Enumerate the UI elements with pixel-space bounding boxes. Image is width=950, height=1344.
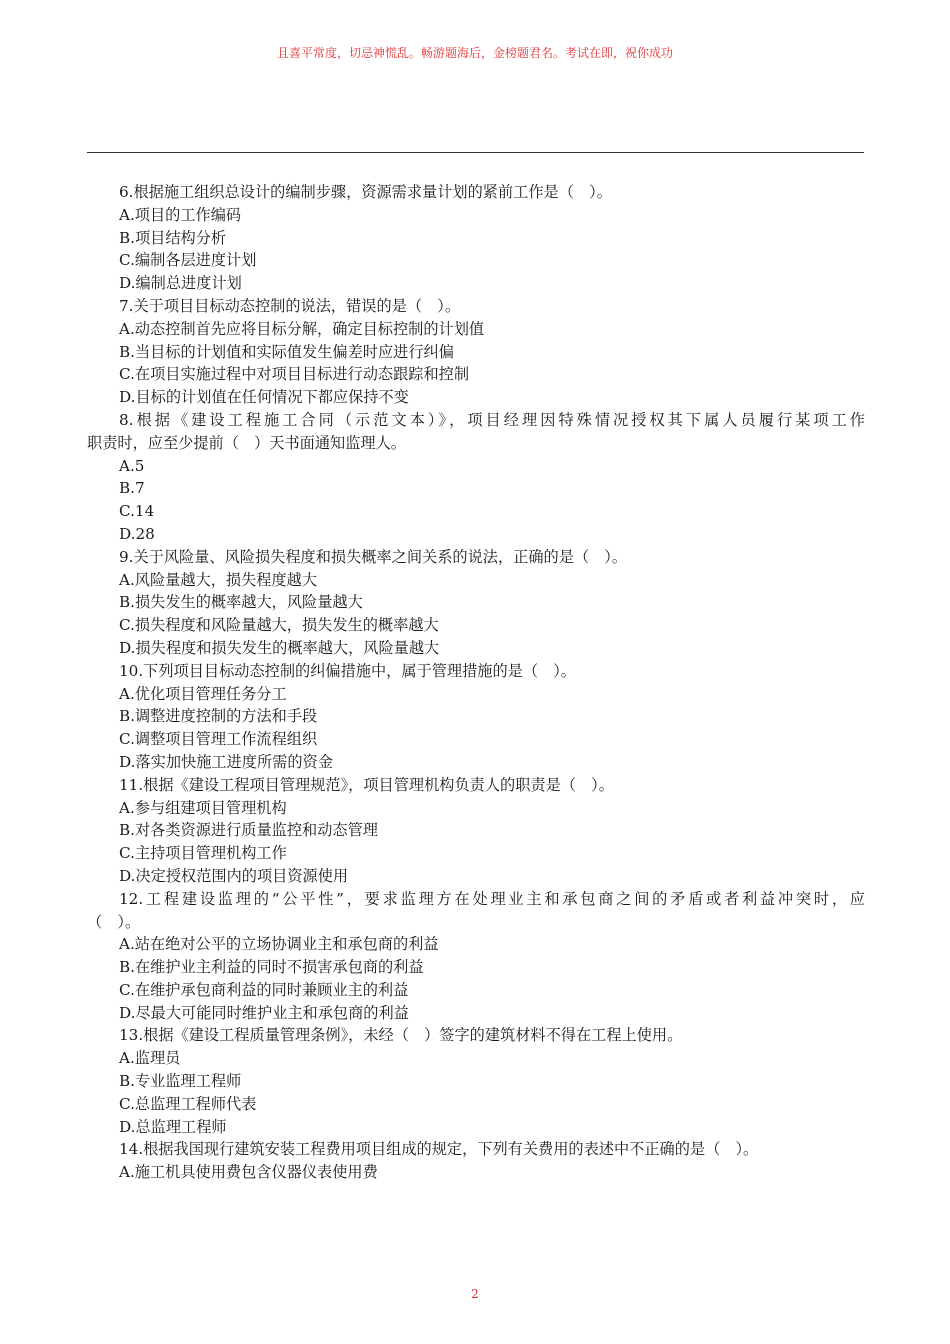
answer-option: B.当目标的计划值和实际值发生偏差时应进行纠偏 xyxy=(119,342,454,361)
answer-option: C.在维护承包商利益的同时兼顾业主的利益 xyxy=(119,980,409,999)
answer-option: C.总监理工程师代表 xyxy=(119,1094,257,1113)
answer-option: B.7 xyxy=(119,479,145,498)
answer-option: D.28 xyxy=(119,524,155,543)
answer-option: D.目标的计划值在任何情况下都应保持不变 xyxy=(119,388,409,407)
answer-option: A.参与组建项目管理机构 xyxy=(119,798,287,817)
answer-option: D.落实加快施工进度所需的资金 xyxy=(119,752,333,771)
answer-option: A.监理员 xyxy=(119,1049,181,1068)
answer-option: A.站在绝对公平的立场协调业主和承包商的利益 xyxy=(119,935,439,954)
answer-option: A.5 xyxy=(119,456,145,475)
answer-option: B.调整进度控制的方法和手段 xyxy=(119,707,318,726)
answer-option: A.项目的工作编码 xyxy=(119,205,242,224)
answer-option: B.对各类资源进行质量监控和动态管理 xyxy=(119,821,378,840)
answer-option: D.决定授权范围内的项目资源使用 xyxy=(119,866,349,885)
question-stem: 14.根据我国现行建筑安装工程费用项目组成的规定，下列有关费用的表述中不正确的是（ ）。 xyxy=(119,1140,759,1159)
answer-option: A.施工机具使用费包含仪器仪表使用费 xyxy=(119,1163,378,1182)
answer-option: D.总监理工程师 xyxy=(119,1117,227,1136)
question-stem-continuation: 职责时，应至少提前（ ）天书面通知监理人。 xyxy=(87,433,406,452)
question-stem: 7.关于项目目标动态控制的说法，错误的是（ ）。 xyxy=(119,296,461,315)
header-motto: 且喜平常度，切忌神慌乱。畅游题海后，金榜题君名。考试在即，祝你成功 xyxy=(276,46,673,60)
answer-option: A.动态控制首先应将目标分解，确定目标控制的计划值 xyxy=(119,319,485,338)
header-divider xyxy=(87,152,864,153)
answer-option: A.风险量越大，损失程度越大 xyxy=(119,570,318,589)
answer-option: C.损失程度和风险量越大，损失发生的概率越大 xyxy=(119,616,439,635)
answer-option: D.损失程度和损失发生的概率越大，风险量越大 xyxy=(119,638,440,657)
question-stem: 12.工程建设监理的“公平性”，要求监理方在处理业主和承包商之间的矛盾或者利益冲突时，应 xyxy=(119,889,865,908)
question-stem: 9.关于风险量、风险损失程度和损失概率之间关系的说法，正确的是（ ）。 xyxy=(119,547,628,566)
answer-option: C.主持项目管理机构工作 xyxy=(119,844,287,863)
question-stem: 6.根据施工组织总设计的编制步骤，资源需求量计划的紧前工作是（ ）。 xyxy=(119,183,612,201)
answer-option: D.编制总进度计划 xyxy=(119,274,242,293)
question-stem: 11.根据《建设工程项目管理规范》，项目管理机构负责人的职责是（ ）。 xyxy=(119,775,614,794)
question-stem: 10.下列项目目标动态控制的纠偏措施中，属于管理措施的是（ ）。 xyxy=(119,661,576,680)
answer-option: C.编制各层进度计划 xyxy=(119,251,257,270)
answer-option: C.14 xyxy=(119,502,155,521)
answer-option: C.调整项目管理工作流程组织 xyxy=(119,730,318,749)
answer-option: C.在项目实施过程中对项目目标进行动态跟踪和控制 xyxy=(119,365,470,384)
answer-option: B.专业监理工程师 xyxy=(119,1072,242,1091)
answer-option: B.损失发生的概率越大，风险量越大 xyxy=(119,593,363,612)
answer-option: A.优化项目管理任务分工 xyxy=(119,684,287,703)
page-number: 2 xyxy=(471,1287,479,1301)
answer-option: B.项目结构分析 xyxy=(119,228,227,247)
question-content xyxy=(87,181,865,1184)
question-stem: 8.根据《建设工程施工合同（示范文本）》，项目经理因特殊情况授权其下属人员履行某项工作 xyxy=(119,410,865,429)
answer-option: B.在维护业主利益的同时不损害承包商的利益 xyxy=(119,958,424,977)
question-stem-continuation: （ ）。 xyxy=(87,912,141,931)
answer-option: D.尽最大可能同时维护业主和承包商的利益 xyxy=(119,1003,409,1022)
question-stem: 13.根据《建设工程质量管理条例》，未经（ ）签字的建筑材料不得在工程上使用。 xyxy=(119,1026,683,1045)
